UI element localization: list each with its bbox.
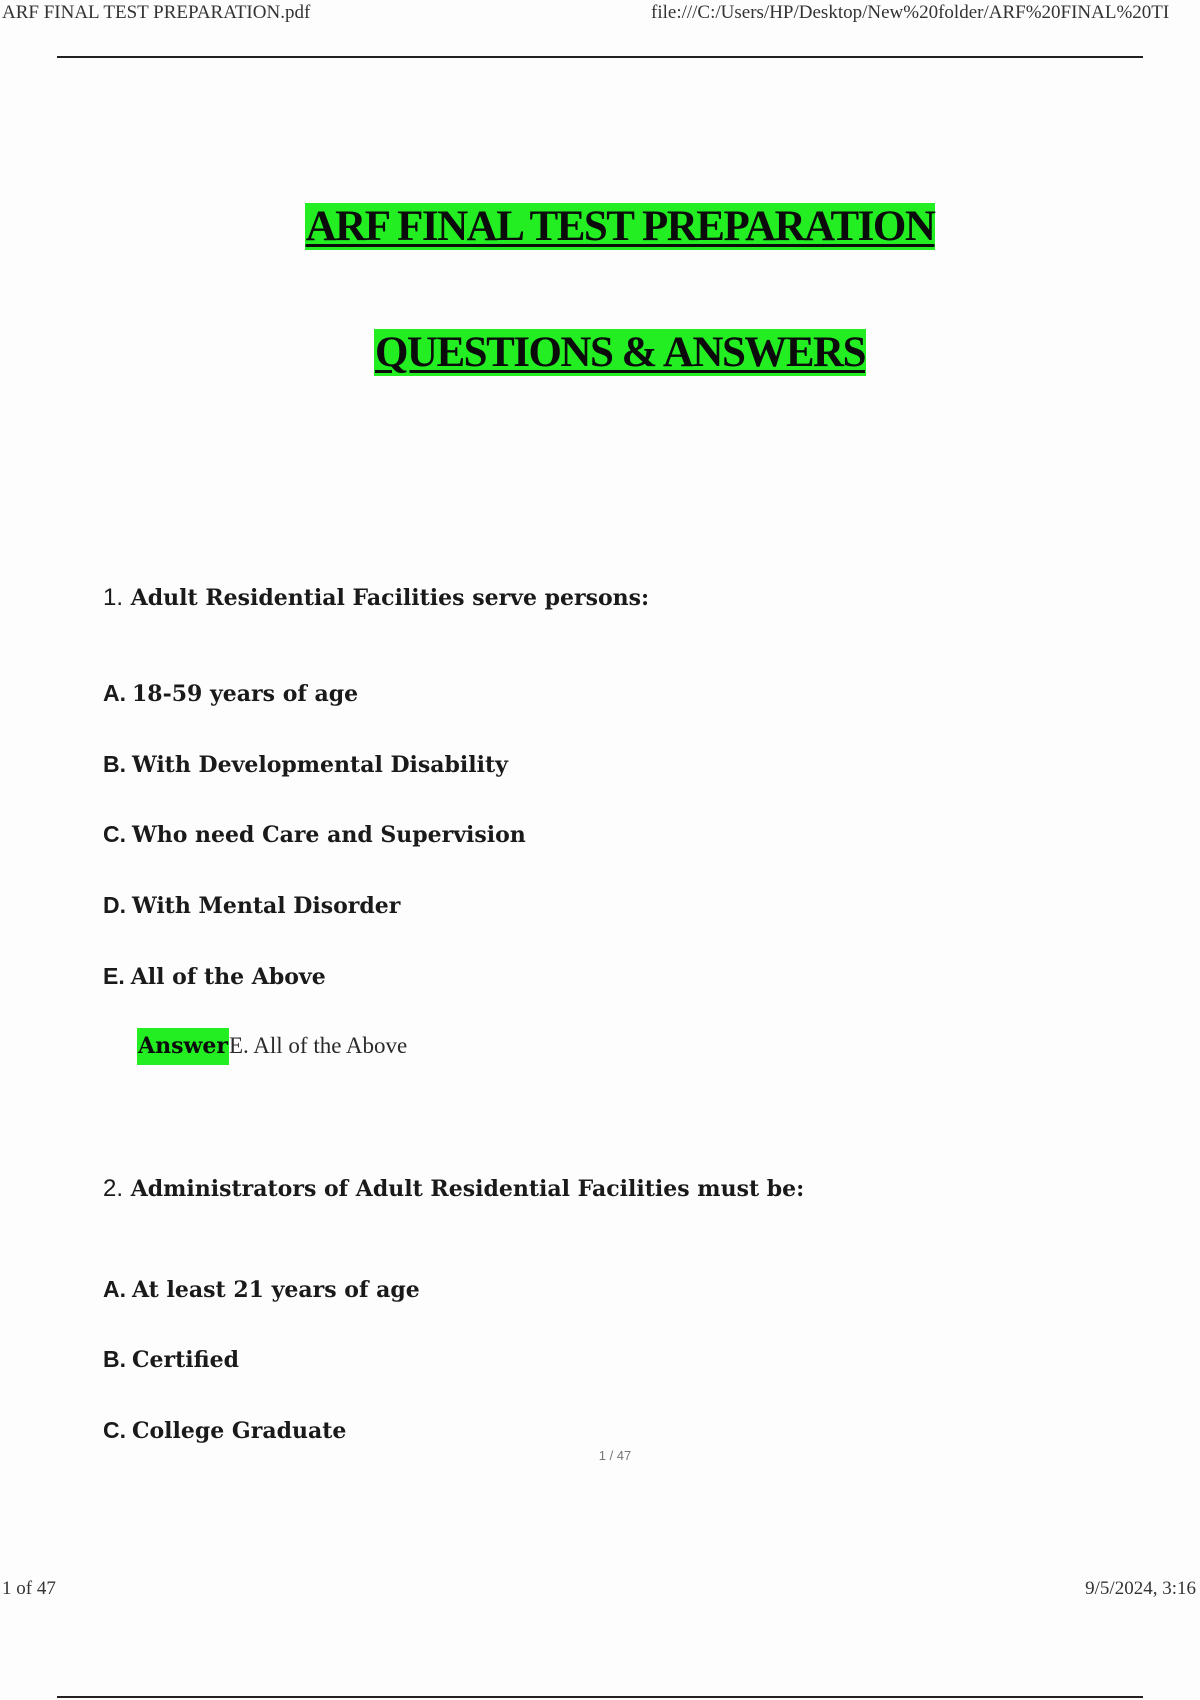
option-letter: E. — [103, 963, 125, 989]
option-1a — [103, 680, 358, 707]
bottom-rule — [57, 1696, 1143, 1698]
option-2c — [103, 1417, 346, 1444]
option-letter: B. — [103, 1346, 126, 1372]
print-footer-datetime: 9/5/2024, 3:16 — [1085, 1578, 1196, 1599]
option-text: Certified — [132, 1347, 239, 1373]
option-letter: C. — [103, 1417, 126, 1443]
question-text: Adult Residential Facilities serve persons: — [130, 585, 650, 611]
option-text: College Graduate — [132, 1418, 347, 1444]
option-1d — [103, 892, 400, 919]
answer-label: Answer — [137, 1028, 229, 1065]
option-text: At least 21 years of age — [132, 1277, 420, 1303]
question-text: Administrators of Adult Residential Facilities must be: — [130, 1176, 805, 1202]
answer-1 — [137, 1033, 407, 1059]
option-1e — [103, 963, 326, 990]
option-2a — [103, 1276, 420, 1303]
option-letter: A. — [103, 680, 126, 706]
answer-text: E. All of the Above — [228, 1033, 408, 1058]
option-2b — [103, 1346, 239, 1373]
question-number: 2. — [103, 1175, 124, 1202]
option-letter: B. — [103, 751, 126, 777]
question-2 — [103, 1175, 804, 1203]
inner-page-number: 1 / 47 — [598, 1448, 632, 1463]
question-1 — [103, 584, 649, 612]
print-footer-page-count: 1 of 47 — [2, 1578, 56, 1599]
print-header-url: file:///C:/Users/HP/Desktop/New%20folder/ARF%20FINAL%20TI — [651, 2, 1170, 23]
document-title-line1: ARF FINAL TEST PREPARATION — [305, 203, 935, 250]
option-text: All of the Above — [130, 964, 326, 990]
print-header-title: ARF FINAL TEST PREPARATION.pdf — [2, 2, 311, 23]
option-text: With Developmental Disability — [132, 752, 508, 778]
option-letter: A. — [103, 1276, 126, 1302]
option-text: Who need Care and Supervision — [132, 822, 526, 848]
top-rule — [57, 56, 1143, 58]
option-1b — [103, 751, 508, 778]
option-text: 18-59 years of age — [132, 681, 359, 707]
option-1c — [103, 821, 526, 848]
option-text: With Mental Disorder — [132, 893, 401, 919]
question-number: 1. — [103, 584, 124, 611]
option-letter: D. — [103, 892, 126, 918]
document-title-line2: QUESTIONS & ANSWERS — [374, 329, 866, 376]
option-letter: C. — [103, 821, 126, 847]
